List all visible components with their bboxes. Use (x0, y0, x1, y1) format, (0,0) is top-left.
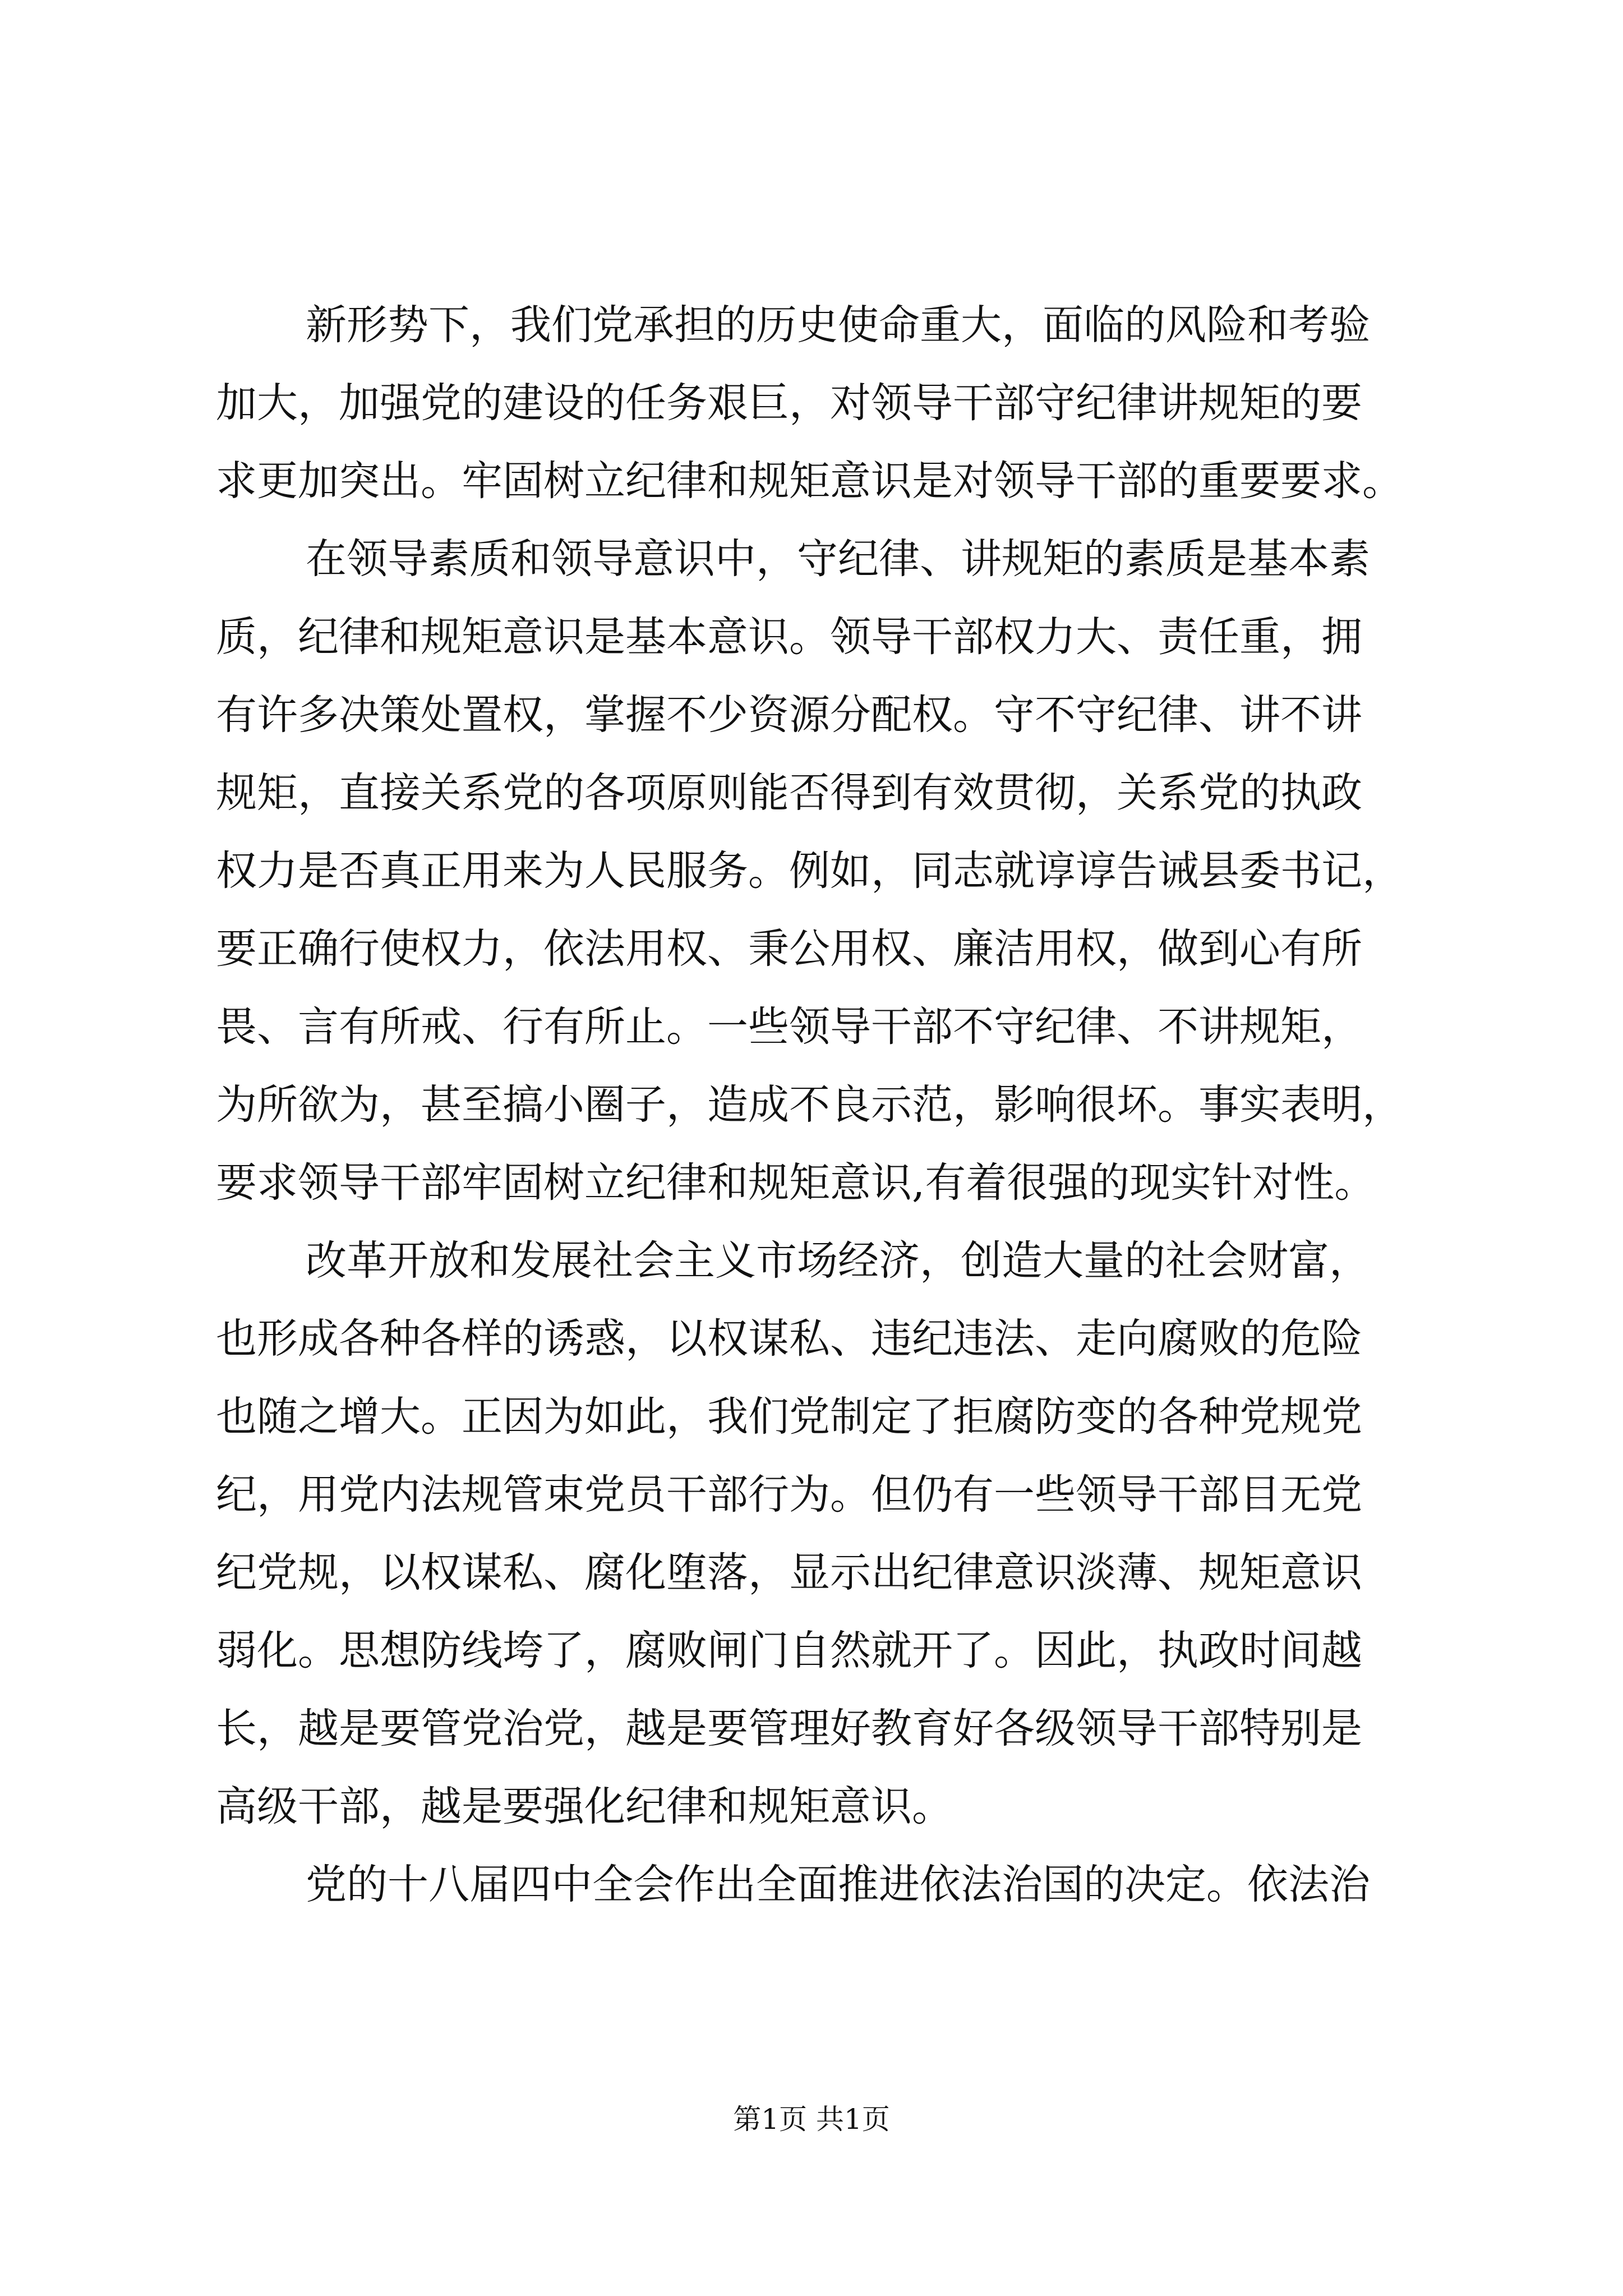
paragraph-line: 纪，用党内法规管束党员干部行为。但仍有一些领导干部目无党 (216, 1471, 1362, 1519)
paragraph-line: 在领导素质和领导意识中，守纪律、讲规矩的素质是基本素 (306, 535, 1370, 583)
paragraph-line: 权力是否真正用来为人民服务。例如，同志就谆谆告诫县委书记， (216, 847, 1403, 895)
paragraph-line: 新形势下，我们党承担的历史使命重大，面临的风险和考验 (306, 301, 1370, 349)
paragraph-line: 改革开放和发展社会主义市场经济，创造大量的社会财富， (306, 1237, 1370, 1285)
paragraph-line: 党的十八届四中全会作出全面推进依法治国的决定。依法治 (306, 1861, 1370, 1908)
paragraph-line: 求更加突出。牢固树立纪律和规矩意识是对领导干部的重要要求。 (216, 457, 1403, 505)
paragraph-line: 弱化。思想防线垮了，腐败闸门自然就开了。因此，执政时间越 (216, 1627, 1362, 1674)
paragraph-line: 为所欲为，甚至搞小圈子，造成不良示范，影响很坏。事实表明， (216, 1081, 1403, 1129)
paragraph-line: 有许多决策处置权，掌握不少资源分配权。守不守纪律、讲不讲 (216, 691, 1362, 739)
paragraph-line: 要正确行使权力，依法用权、秉公用权、廉洁用权，做到心有所 (216, 925, 1362, 973)
paragraph-line: 也随之增大。正因为如此，我们党制定了拒腐防变的各种党规党 (216, 1393, 1362, 1441)
paragraph-line: 高级干部，越是要强化纪律和规矩意识。 (216, 1783, 953, 1830)
paragraph-line: 规矩，直接关系党的各项原则能否得到有效贯彻，关系党的执政 (216, 769, 1362, 817)
paragraph-line: 纪党规，以权谋私、腐化堕落，显示出纪律意识淡薄、规矩意识 (216, 1549, 1362, 1596)
paragraph-line: 长，越是要管党治党，越是要管理好教育好各级领导干部特别是 (216, 1705, 1362, 1752)
paragraph-line: 畏、言有所戒、行有所止。一些领导干部不守纪律、不讲规矩， (216, 1003, 1362, 1051)
page-footer: 第1页 共1页 (733, 2103, 890, 2136)
paragraph-line: 加大，加强党的建设的任务艰巨，对领导干部守纪律讲规矩的要 (216, 379, 1362, 427)
paragraph-line: 要求领导干部牢固树立纪律和规矩意识,有着很强的现实针对性。 (216, 1159, 1376, 1207)
paragraph-line: 质，纪律和规矩意识是基本意识。领导干部权力大、责任重，拥 (216, 613, 1362, 661)
paragraph-line: 也形成各种各样的诱惑，以权谋私、违纪违法、走向腐败的危险 (216, 1315, 1362, 1363)
